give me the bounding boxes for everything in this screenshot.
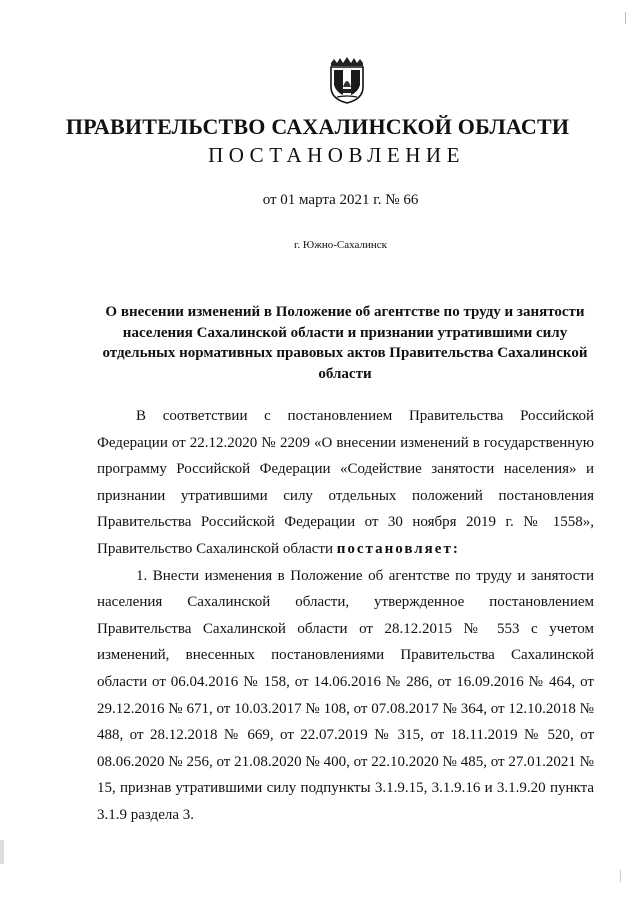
preamble-paragraph [97, 403, 594, 563]
document-type: ПОСТАНОВЛЕНИЕ [208, 143, 465, 167]
decree-word: постановляет: [336, 540, 460, 557]
document-subject: О внесении изменений в Положение об агентстве по труду и занятости населения Сахалинской области и признании утратившими силу отдельных нормативных правовых актов Правительства Сахалинской области [102, 304, 588, 382]
document-city: г. Южно-Сахалинск [294, 239, 387, 251]
document-date-number: от 01 марта 2021 г. № 66 [262, 192, 419, 208]
coat-of-arms-icon [327, 55, 367, 105]
scan-artifact [0, 840, 4, 864]
government-title: ПРАВИТЕЛЬСТВО САХАЛИНСКОЙ ОБЛАСТИ [65, 114, 570, 139]
scan-artifact [620, 870, 621, 882]
document-body [97, 403, 594, 829]
preamble-text: В соответствии с постановлением Правительства Российской Федерации от 22.12.2020 № 2209 «О внесении изменений в государственную программу Российской Федерации «Содействие занятости населения» и признании утратившими силу отдельных положений постановления Правительства Российской Федерации от 30 ноября 2019 г. № 1558», Правительство Сахалинской области [97, 408, 594, 557]
scan-artifact [625, 12, 626, 24]
item-1-paragraph: 1. Внести изменения в Положение об агентстве по труду и занятости населения Сахалинской области, утвержденное постановлением Правительства Сахалинской области от 28.12.2015 № 553 с учетом изменений, внесенных постановлениями Правительства Сахалинской области от 06.04.2016 № 158, от 14.06.2016 № 286, от 16.09.2016 № 464, от 29.12.2016 № 671, от 10.03.2017 № 108, от 07.08.2017 № 364, от 12.10.2018 № 488, от 28.12.2018 № 669, от 22.07.2019 № 315, от 18.11.2019 № 520, от 08.06.2020 № 256, от 21.08.2020 № 400, от 22.10.2020 № 485, от 27.01.2021 № 15, признав утратившими силу подпункты 3.1.9.15, 3.1.9.16 и 3.1.9.20 пункта 3.1.9 раздела 3. [97, 567, 594, 823]
sakhalin-coat-of-arms-icon [327, 55, 367, 105]
